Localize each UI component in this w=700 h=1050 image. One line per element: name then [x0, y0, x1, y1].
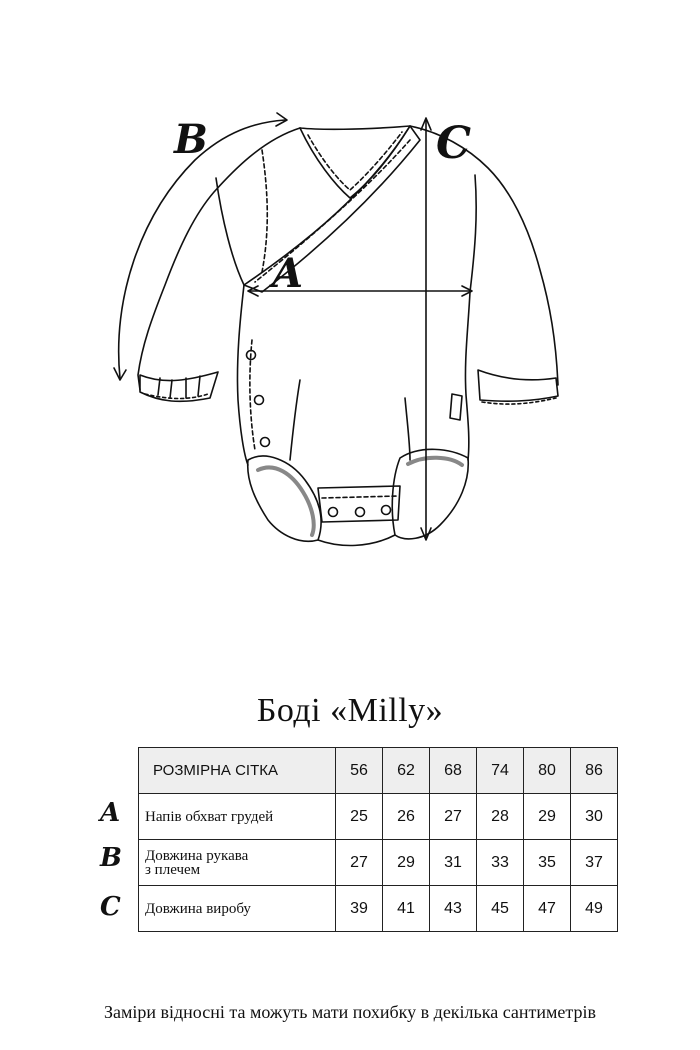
snap-4: [329, 508, 338, 517]
row-label-line-2: з плечем: [145, 861, 201, 878]
measurement-disclaimer: Заміри відносні та можуть мати похибку в декілька сантиметрів: [103, 1002, 597, 1022]
crotch-bottom: [318, 535, 395, 545]
size-header-cell: 68: [430, 748, 477, 794]
value-cell: 26: [383, 794, 430, 840]
table-row: [139, 794, 618, 840]
value-cell: 35: [524, 840, 571, 886]
value-cell: 49: [571, 886, 618, 932]
neckline-front: [300, 126, 410, 198]
right-cuff: [478, 370, 558, 401]
size-header-cell: 56: [336, 748, 383, 794]
value-cell: 43: [430, 886, 477, 932]
body-inner-lines: [290, 380, 410, 460]
snap-6: [382, 506, 391, 515]
right-sleeve-inner: [470, 175, 476, 292]
side-pocket: [450, 394, 462, 420]
neckline-stitch: [308, 132, 402, 190]
value-cell: 45: [477, 886, 524, 932]
row-letter-c: C: [100, 892, 121, 922]
row-label: [139, 840, 336, 886]
value-cell: 31: [430, 840, 477, 886]
value-cell: 25: [336, 794, 383, 840]
value-cell: 30: [571, 794, 618, 840]
value-cell: 37: [571, 840, 618, 886]
body-right-side: [465, 292, 470, 460]
value-cell: 29: [524, 794, 571, 840]
size-header-cell: 62: [383, 748, 430, 794]
measure-a-label: A: [272, 250, 304, 297]
row-letter-b: B: [100, 843, 122, 873]
measure-b-label: B: [174, 116, 208, 163]
size-header-cell: 80: [524, 748, 571, 794]
right-sleeve-outline: [410, 126, 558, 385]
row-label: Довжина виробу: [139, 886, 336, 932]
value-cell: 29: [383, 840, 430, 886]
row-label-line-1: Довжина рукава: [145, 847, 249, 864]
wrap-panel-edge: [244, 126, 420, 292]
table-row: [139, 886, 618, 932]
snap-5: [356, 508, 365, 517]
crotch-stitch: [322, 496, 398, 498]
row-letter-a: A: [100, 798, 121, 828]
size-header-cell: 74: [477, 748, 524, 794]
value-cell: 39: [336, 886, 383, 932]
value-cell: 47: [524, 886, 571, 932]
leg-left-binding: [258, 467, 314, 535]
size-table-header-label: РОЗМІРНА СІТКА: [139, 748, 336, 794]
value-cell: 28: [477, 794, 524, 840]
left-cuff-gathers: [158, 376, 200, 398]
table-row: [139, 840, 618, 886]
value-cell: 27: [430, 794, 477, 840]
product-title: Боді «Milly»: [256, 692, 444, 729]
size-table-header-row: [139, 748, 618, 794]
row-label: Напів обхват грудей: [139, 794, 336, 840]
left-cuff: [140, 372, 218, 401]
snap-3: [261, 438, 270, 447]
measure-c-label: C: [436, 118, 472, 169]
leg-right-binding: [408, 458, 462, 465]
neckline-back: [300, 126, 410, 129]
value-cell: 33: [477, 840, 524, 886]
body-left-stitch: [250, 340, 255, 450]
size-chart-table: [138, 747, 618, 932]
snap-2: [255, 396, 264, 405]
body-left-side: [237, 285, 248, 465]
left-armhole-seam: [262, 150, 267, 272]
value-cell: 27: [336, 840, 383, 886]
left-sleeve-inner: [216, 178, 244, 285]
value-cell: 41: [383, 886, 430, 932]
size-header-cell: 86: [571, 748, 618, 794]
